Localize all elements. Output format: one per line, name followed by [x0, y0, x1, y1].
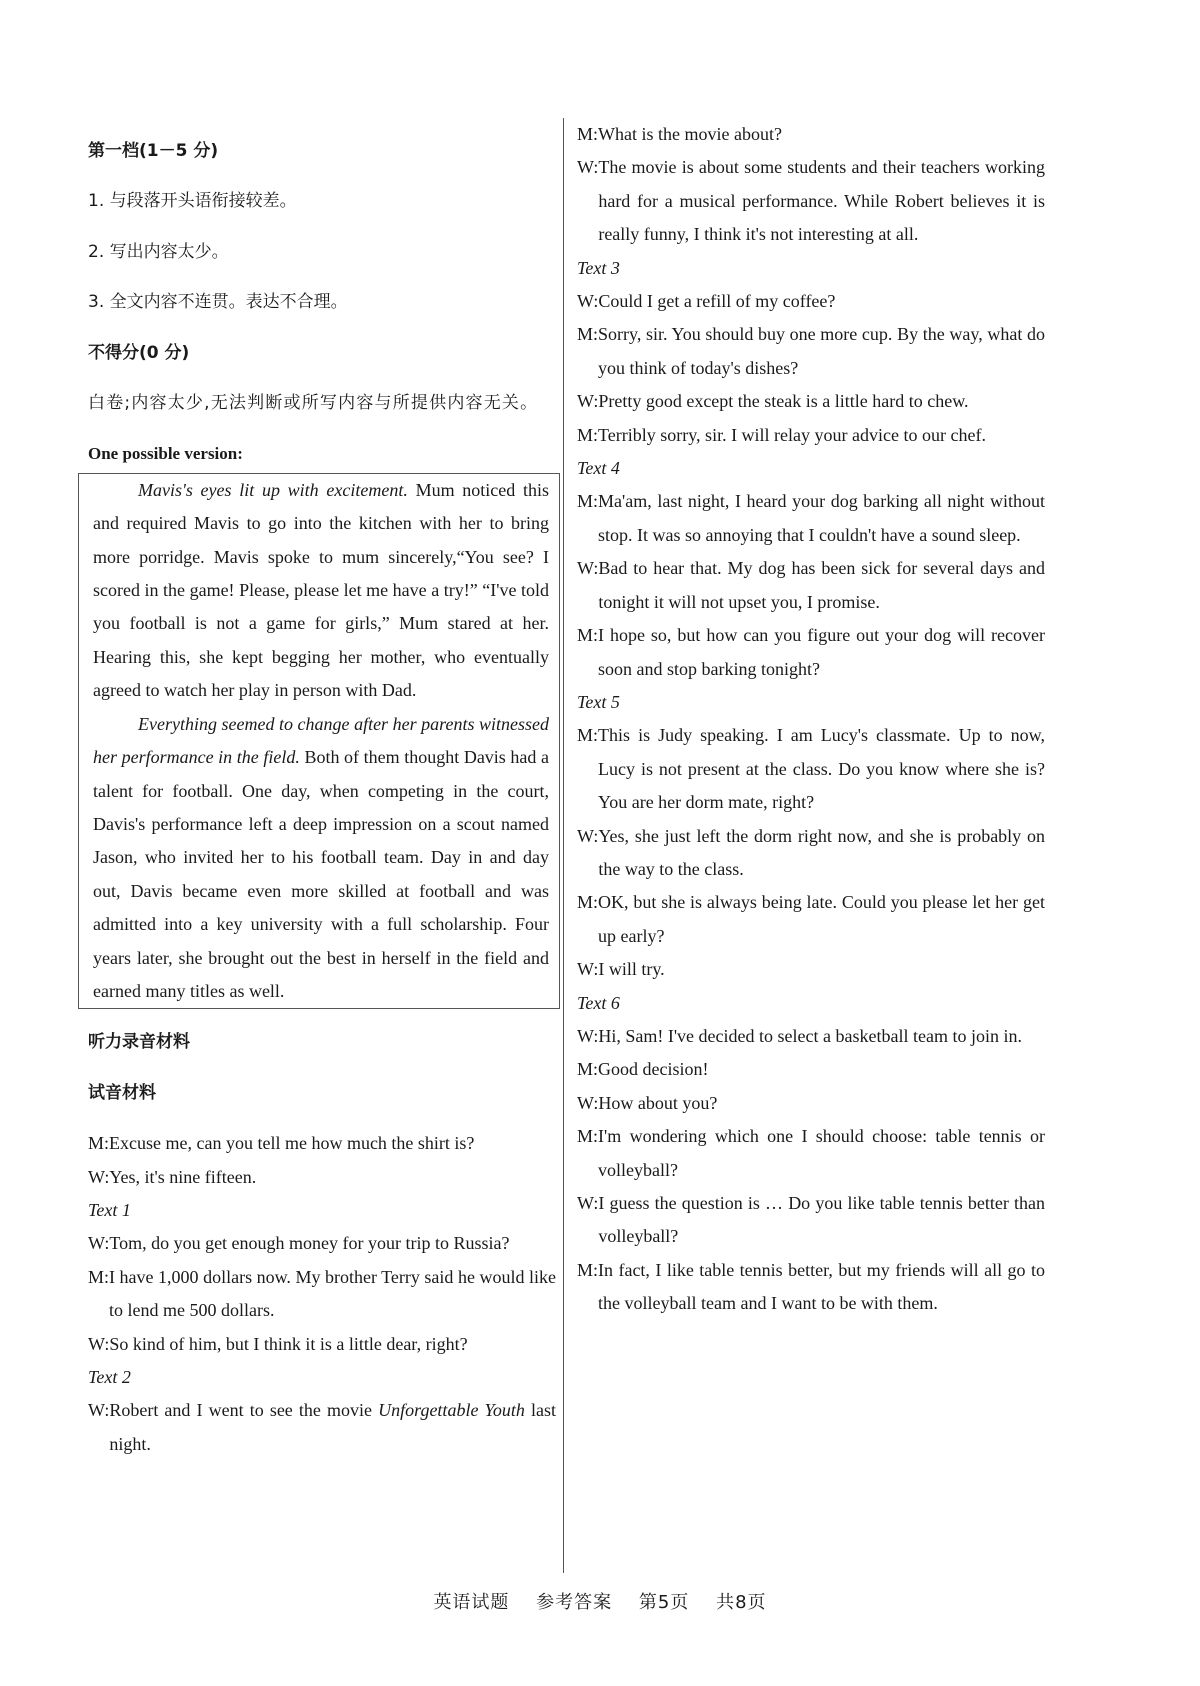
speaker-label: W:: [577, 558, 599, 579]
utterance: I have 1,000 dollars now. My brother Terry said he would like to lend me 500 dollars.: [109, 1266, 556, 1321]
utterance: Sorry, sir. You should buy one more cup. By the way, what do you think of today's dishes?: [598, 324, 1045, 378]
utterance: Yes, she just left the dorm right now, and she is probably on the way to the class.: [598, 825, 1045, 879]
speaker-label: M:: [577, 1126, 599, 1147]
speaker-label: M:: [577, 1259, 599, 1280]
dialogue-line: [577, 953, 1045, 986]
utterance: The movie is about some students and their teachers working hard for a musical performance. While Robert believes it is really funny, I think it's not interesting at all.: [598, 157, 1045, 245]
text1-label: Text 1: [88, 1199, 131, 1220]
utterance: What is the movie about?: [598, 124, 782, 144]
text3-label: Text 3: [577, 257, 620, 278]
page-footer: [0, 1588, 1200, 1614]
dialogue-line: [88, 1328, 556, 1361]
listening-heading: 听力录音材料: [88, 1032, 190, 1053]
utterance: I guess the question is … Do you like table tennis better than volleyball?: [598, 1193, 1045, 1247]
speaker-label: W:: [88, 1233, 110, 1254]
speaker-label: W:: [577, 959, 599, 980]
utterance-part: Robert and I went to see the movie: [109, 1400, 379, 1421]
grade1-item-2: 2. 写出内容太少。: [88, 241, 229, 262]
utterance: Yes, it's nine fifteen.: [109, 1166, 257, 1187]
text5-dialogue: [577, 719, 1045, 986]
text3-dialogue: [577, 285, 1045, 452]
dialogue-line: [577, 619, 1045, 686]
dialogue-line: [577, 886, 1045, 953]
utterance: Ma'am, last night, I heard your dog barking all night without stop. It was so annoying that I couldn't have a sound sleep.: [598, 491, 1045, 545]
dialogue-line: [577, 485, 1045, 552]
essay-p1-lead: Mavis's eyes lit up with excitement.: [138, 479, 408, 500]
footer-page-number: 第5页: [638, 1592, 690, 1613]
right-column: [577, 118, 1045, 1321]
speaker-label: W:: [577, 1092, 599, 1113]
text6-dialogue: [577, 1020, 1045, 1321]
utterance: In fact, I like table tennis better, but my friends will all go to the volleyball team and I want to be with them.: [598, 1259, 1045, 1314]
speaker-label: M:: [577, 625, 599, 646]
dialogue-line: [577, 1254, 1045, 1321]
dialogue-line: [88, 1261, 556, 1328]
speaker-label: M:: [577, 892, 599, 913]
essay-p1-body: Mum noticed this and required Mavis to go into the kitchen with her to bring more porridge. Mavis spoke to mum sincerely,“You see? I scored in the game! Please, please let me have a try!” “I've told you football is not a game for girls,” Mum stared at her. Hearing this, she kept begging her mother, who eventually agreed to watch her play in person with Dad.: [93, 479, 549, 701]
speaker-label: M:: [577, 324, 599, 345]
text1-dialogue: [88, 1227, 556, 1361]
utterance: Tom, do you get enough money for your trip to Russia?: [109, 1233, 510, 1254]
utterance: I hope so, but how can you figure out your dog will recover soon and stop barking tonight?: [598, 625, 1045, 679]
speaker-label: W:: [577, 1025, 599, 1046]
grade1-heading: 第一档(1－5 分): [88, 141, 219, 161]
text4-dialogue: [577, 485, 1045, 685]
utterance: So kind of him, but I think it is a little dear, right?: [109, 1333, 468, 1354]
dialogue-line: [577, 1187, 1045, 1254]
dialogue-line: [577, 719, 1045, 819]
footer-subject: 英语试题: [433, 1592, 510, 1613]
dialogue-line: [577, 385, 1045, 418]
essay-paragraph-2: [93, 708, 549, 1009]
dialogue-line: [577, 118, 1045, 151]
speaker-label: W:: [88, 1400, 110, 1421]
footer-answer-key: 参考答案: [536, 1592, 613, 1613]
text6-label: Text 6: [577, 992, 620, 1013]
speaker-label: W:: [577, 1193, 599, 1213]
utterance: This is Judy speaking. I am Lucy's classmate. Up to now, Lucy is not present at the class. Do you know where she is? You are her dorm mate, right?: [598, 725, 1045, 813]
essay-p2-body: Both of them thought Davis had a talent for football. One day, when competing in the court, Davis's performance left a deep impression on a scout named Jason, who invited her to his football team. Day in and day out, Davis became even more skilled at football and was admitted into a key university with a full scholarship. Four years later, she brought out the best in herself in the field and earned many titles as well.: [93, 747, 549, 1001]
dialogue-line: [577, 419, 1045, 452]
speaker-label: M:: [88, 1133, 110, 1154]
utterance-part: last night.: [109, 1400, 557, 1454]
speaker-label: W:: [577, 825, 599, 846]
text2-label: Text 2: [88, 1367, 131, 1387]
utterance: Good decision!: [598, 1059, 709, 1080]
grade1-item-3: 3. 全文内容不连贯。表达不合理。: [88, 292, 348, 313]
version-heading: One possible version:: [88, 444, 243, 464]
utterance: Terribly sorry, sir. I will relay your advice to our chef.: [598, 424, 986, 445]
speaker-label: W:: [88, 1166, 110, 1187]
dialogue-line: [577, 552, 1045, 619]
speaker-label: W:: [577, 391, 599, 412]
dialogue-line: [577, 1053, 1045, 1086]
dialogue-line: [88, 1161, 556, 1194]
dialogue-line: [577, 318, 1045, 385]
grade0-heading: 不得分(0 分): [88, 342, 190, 363]
dialogue-line: [577, 285, 1045, 318]
utterance: OK, but she is always being late. Could you please let her get up early?: [598, 892, 1045, 946]
speaker-label: W:: [577, 291, 599, 312]
speaker-label: W:: [577, 157, 599, 178]
utterance: I will try.: [598, 959, 665, 980]
left-column: [88, 118, 556, 1461]
grade0-text: 白卷;内容太少,无法判断或所写内容与所提供内容无关。: [88, 393, 539, 414]
column-divider: [563, 118, 564, 1573]
speaker-label: M:: [577, 491, 599, 512]
utterance: Pretty good except the steak is a little hard to chew.: [598, 391, 969, 412]
speaker-label: W:: [88, 1333, 110, 1354]
text4-label: Text 4: [577, 458, 620, 479]
speaker-label: M:: [577, 725, 599, 746]
trial-heading: 试音材料: [88, 1082, 156, 1103]
dialogue-line: [88, 1394, 556, 1461]
speaker-label: M:: [577, 124, 599, 144]
footer-total-pages: 共8页: [716, 1592, 767, 1613]
dialogue-line: [88, 1227, 556, 1260]
text2-dialogue-continued: [577, 118, 1045, 252]
utterance: Hi, Sam! I've decided to select a basketball team to join in.: [598, 1025, 1022, 1046]
utterance: Could I get a refill of my coffee?: [598, 291, 836, 312]
utterance: [109, 1394, 556, 1461]
speaker-label: M:: [88, 1266, 110, 1287]
utterance: Bad to hear that. My dog has been sick for several days and tonight it will not upset you, I promise.: [598, 558, 1045, 612]
dialogue-line: [577, 151, 1045, 251]
utterance: I'm wondering which one I should choose: table tennis or volleyball?: [598, 1126, 1045, 1180]
utterance: How about you?: [598, 1092, 718, 1113]
grade1-item-1: 1. 与段落开头语衔接较差。: [88, 191, 297, 212]
dialogue-line: [577, 1120, 1045, 1187]
speaker-label: M:: [577, 424, 599, 445]
dialogue-line: [577, 1020, 1045, 1053]
dialogue-line: [88, 1127, 556, 1160]
movie-title: Unforgettable Youth: [378, 1400, 525, 1421]
essay-p2-lead: Everything seemed to change after her parents witnessed her performance in the field.: [93, 713, 549, 768]
essay-paragraph-1: [93, 474, 549, 708]
utterance: Excuse me, can you tell me how much the shirt is?: [109, 1133, 475, 1154]
trial-dialogue: [88, 1127, 556, 1194]
text5-label: Text 5: [577, 691, 620, 712]
speaker-label: M:: [577, 1059, 599, 1080]
sample-essay-box: [78, 473, 560, 1010]
dialogue-line: [577, 1087, 1045, 1120]
dialogue-line: [577, 820, 1045, 887]
